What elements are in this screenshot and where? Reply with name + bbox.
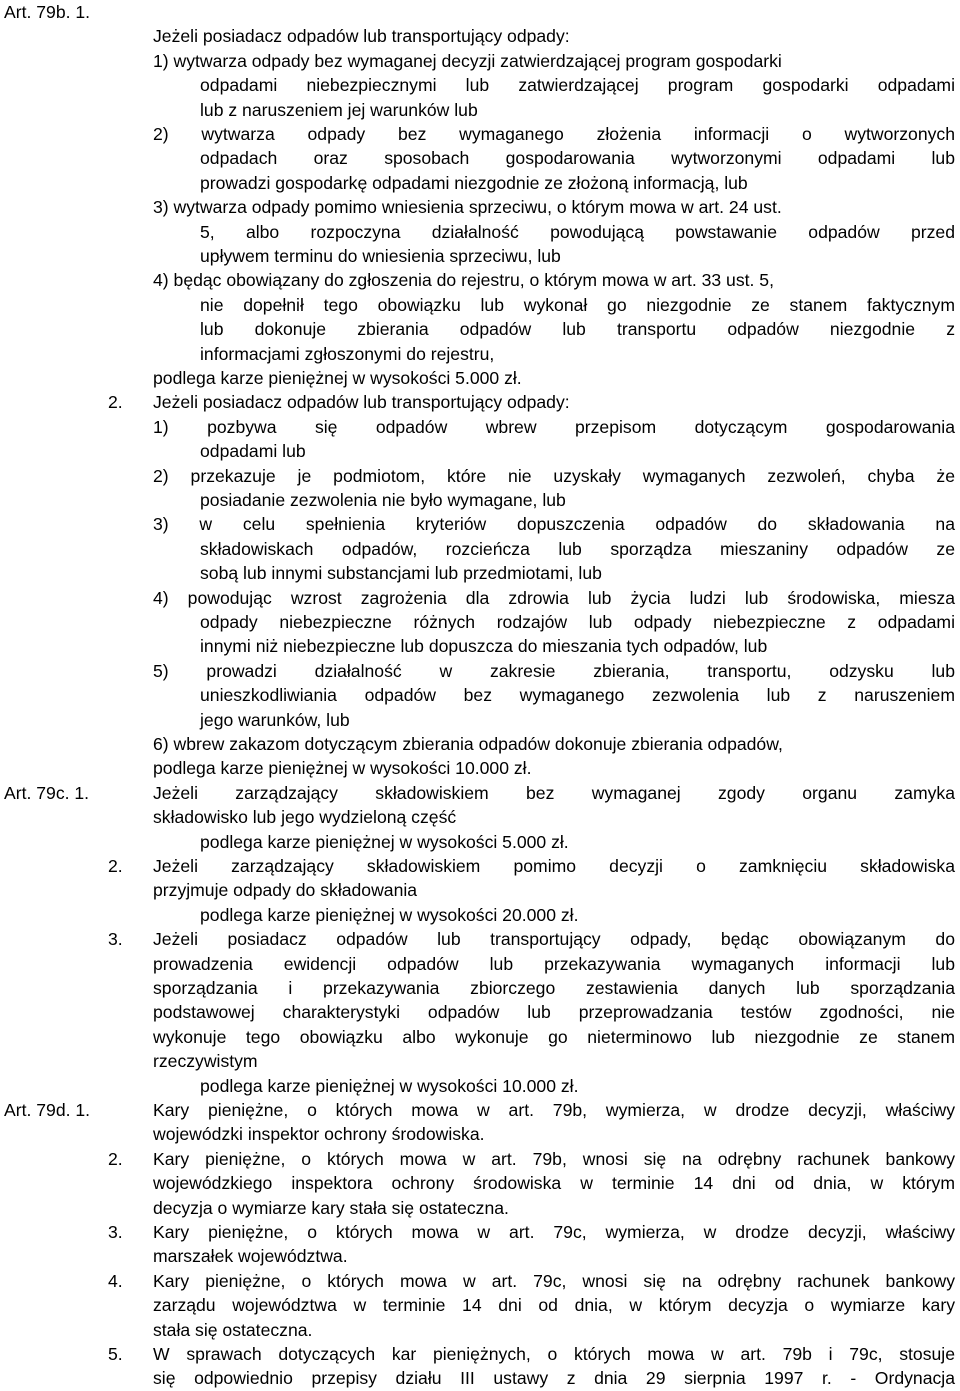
text-line: upływem terminu do wniesienia sprzeciwu, lub xyxy=(200,246,561,266)
text-line: 2) przekazuje je podmiotom, które nie uzyskały wymaganych zezwoleń, chyba że xyxy=(153,465,955,486)
text-line: wojewódzki inspektor ochrony środowiska. xyxy=(153,1124,485,1145)
text-line: informacjami zgłoszonymi do rejestru, xyxy=(200,343,495,364)
paragraph-number: 3. xyxy=(108,929,123,950)
text-line: sobą lub innymi substancjami lub przedmiotami, lub xyxy=(200,563,602,584)
text-line: stała się ostateczna. xyxy=(153,1319,313,1340)
text-line: innymi niż niebezpieczne lub dopuszcza do mieszania tych odpadów, lub xyxy=(200,636,768,657)
text-line: lub z naruszeniem jej warunków lub xyxy=(200,99,478,120)
text-line: 4) powodując wzrost zagrożenia dla zdrowia lub życia ludzi lub środowiska, miesza xyxy=(153,587,955,608)
text-line: 2) wytwarza odpady bez wymaganego złożenia informacji o wytworzonych xyxy=(153,124,955,144)
text-line: prowadzenia ewidencji odpadów lub przekazywania wymaganych informacji lub xyxy=(153,953,955,974)
text-line: odpadami lub xyxy=(200,441,306,462)
text-line: Jeżeli zarządzający składowiskiem pomimo decyzji o zamknięciu składowiska xyxy=(153,856,955,876)
text-line: unieszkodliwiania odpadów bez wymaganego zezwolenia lub z naruszeniem xyxy=(200,685,955,706)
text-line: podlega karze pieniężnej w wysokości 5.000 zł. xyxy=(200,831,569,852)
text-line: podlega karze pieniężnej w wysokości 10.000 zł. xyxy=(153,758,532,779)
text-line: jego warunków, lub xyxy=(200,709,350,730)
text-line: Jeżeli posiadacz odpadów lub transportujący odpady, będąc obowiązanym do xyxy=(153,929,955,950)
text-line: rzeczywistym xyxy=(153,1051,258,1072)
text-line: Jeżeli posiadacz odpadów lub transportujący odpady: xyxy=(153,392,570,413)
text-line: wykonuje tego obowiązku albo wykonuje go nieterminowo lub niezgodnie ze stanem xyxy=(153,1026,955,1047)
text-line: decyzja o wymiarze kary stała się ostateczna. xyxy=(153,1197,509,1218)
text-line: 1) pozbywa się odpadów wbrew przepisom dotyczącym gospodarowania xyxy=(153,416,955,437)
paragraph-number: 2. xyxy=(108,392,123,413)
text-line: odpady niebezpieczne różnych rodzajów lub odpady niebezpieczne z odpadami xyxy=(200,612,955,632)
paragraph-number: 3. xyxy=(108,1222,123,1242)
text-line: 1) wytwarza odpady bez wymaganej decyzji zatwierdzającej program gospodarki xyxy=(153,50,782,71)
paragraph-number: 2. xyxy=(108,1148,123,1169)
text-line: 3) w celu spełnienia kryteriów dopuszczenia odpadów do składowania na xyxy=(153,514,955,535)
text-line: składowisko lub jego wydzieloną część xyxy=(153,807,457,828)
text-line: 5) prowadzi działalność w zakresie zbierania, transportu, odzysku lub xyxy=(153,660,955,681)
text-line: Kary pieniężne, o których mowa w art. 79c, wymierza, w drodze decyzji, właściwy xyxy=(153,1222,955,1242)
text-line: posiadanie zezwolenia nie było wymagane, lub xyxy=(200,490,566,510)
text-line: 5, albo rozpoczyna działalność powodującą powstawanie odpadów przed xyxy=(200,221,955,242)
text-line: nie dopełnił tego obowiązku lub wykonał go niezgodnie ze stanem faktycznym xyxy=(200,294,955,315)
text-line: zarządu województwa w terminie 14 dni od dnia, w którym decyzja o wymiarze kary xyxy=(153,1295,955,1316)
text-line: sporządzania i przekazywania zbiorczego zestawienia danych lub sporządzania xyxy=(153,978,955,998)
paragraph-number: 5. xyxy=(108,1344,123,1364)
article-label: Art. 79b. 1. xyxy=(4,2,91,22)
text-line: podlega karze pieniężnej w wysokości 20.000 zł. xyxy=(200,904,579,925)
text-line: 6) wbrew zakazom dotyczącym zbierania odpadów dokonuje zbierania odpadów, xyxy=(153,734,783,754)
text-line: Jeżeli zarządzający składowiskiem bez wymaganej zgody organu zamyka xyxy=(153,782,955,803)
text-line: odpadami niebezpiecznymi lub zatwierdzającej program gospodarki odpadami xyxy=(200,75,955,96)
text-line: podlega karze pieniężnej w wysokości 5.000 zł. xyxy=(153,368,522,388)
text-line: Jeżeli posiadacz odpadów lub transportujący odpady: xyxy=(153,26,570,47)
text-line: W sprawach dotyczących kar pieniężnych, o których mowa w art. 79b i 79c, stosuje xyxy=(153,1344,955,1364)
paragraph-number: 2. xyxy=(108,856,123,876)
text-line: wojewódzkiego inspektora ochrony środowiska w terminie 14 dni od dnia, w którym xyxy=(153,1173,955,1194)
text-line: 3) wytwarza odpady pomimo wniesienia sprzeciwu, o którym mowa w art. 24 ust. xyxy=(153,197,782,218)
text-line: składowiskach odpadów, rozcieńcza lub sporządza mieszaniny odpadów ze xyxy=(200,538,955,559)
text-line: marszałek województwa. xyxy=(153,1246,348,1267)
text-line: prowadzi gospodarkę odpadami niezgodnie ze złożoną informacją, lub xyxy=(200,172,748,193)
article-label: Art. 79d. 1. xyxy=(4,1100,91,1120)
text-line: podstawowej charakterystyki odpadów lub przeprowadzania testów zgodności, nie xyxy=(153,1002,955,1023)
text-line: podlega karze pieniężnej w wysokości 10.000 zł. xyxy=(200,1075,579,1096)
text-line: Kary pieniężne, o których mowa w art. 79b, wymierza, w drodze decyzji, właściwy xyxy=(153,1100,955,1120)
article-label: Art. 79c. 1. xyxy=(4,782,90,803)
paragraph-number: 4. xyxy=(108,1270,123,1291)
text-line: Kary pieniężne, o których mowa w art. 79b, wnosi się na odrębny rachunek bankowy xyxy=(153,1148,955,1169)
text-line: odpadach oraz sposobach gospodarowania wytworzonymi odpadami lub xyxy=(200,148,955,169)
text-line: 4) będąc obowiązany do zgłoszenia do rejestru, o którym mowa w art. 33 ust. 5, xyxy=(153,270,774,291)
text-line: Kary pieniężne, o których mowa w art. 79c, wnosi się na odrębny rachunek bankowy xyxy=(153,1270,955,1291)
text-line: się odpowiednio przepisy działu III ustawy z dnia 29 sierpnia 1997 r. - Ordynacja xyxy=(153,1368,955,1389)
text-line: lub dokonuje zbierania odpadów lub transportu odpadów niezgodnie z xyxy=(200,319,955,340)
text-line: przyjmuje odpady do składowania xyxy=(153,880,418,901)
